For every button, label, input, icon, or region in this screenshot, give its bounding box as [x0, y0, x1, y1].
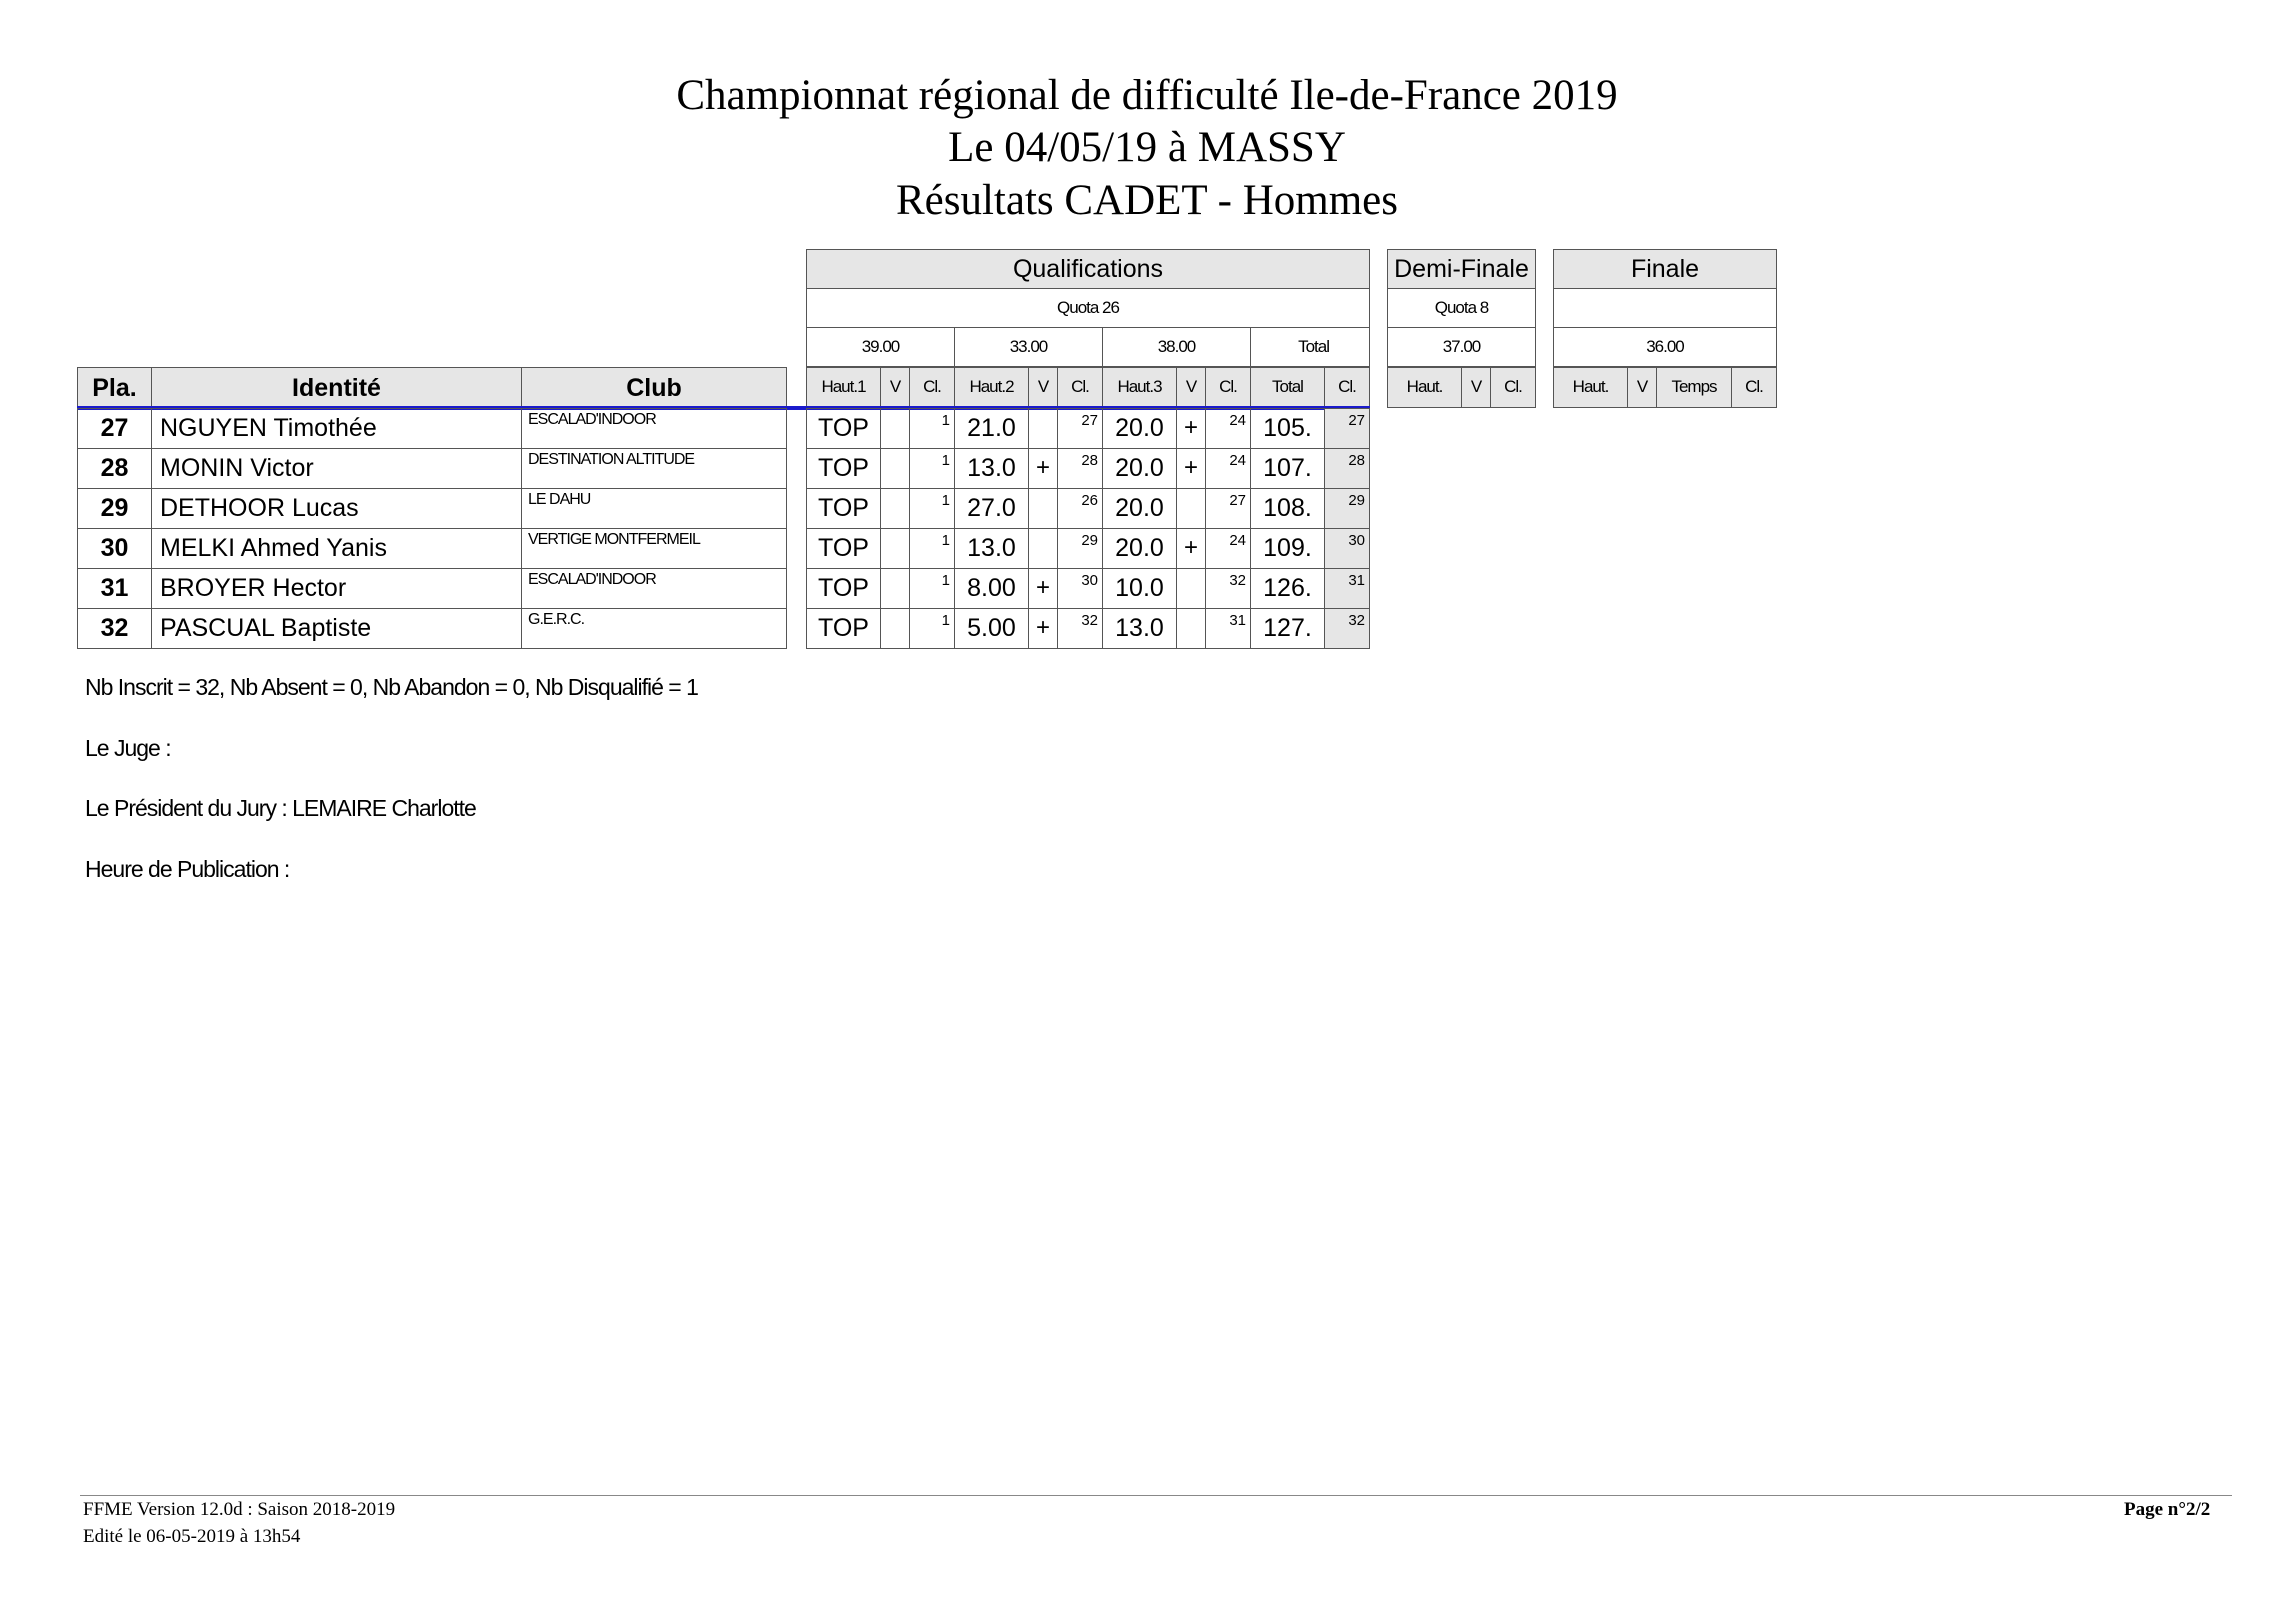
cell-v1	[880, 448, 910, 489]
cell-haut1: TOP	[806, 408, 881, 449]
cell-total: 107.	[1250, 448, 1325, 489]
demi-route-height: 37.00	[1387, 327, 1536, 367]
cell-haut1: TOP	[806, 448, 881, 489]
cell-haut3: 20.0	[1102, 448, 1177, 489]
cell-place: 27	[77, 408, 152, 449]
cell-place: 32	[77, 608, 152, 649]
registration-counts: Nb Inscrit = 32, Nb Absent = 0, Nb Abandon = 0, Nb Disqualifié = 1	[85, 674, 698, 700]
cell-v3	[1176, 488, 1206, 529]
cell-cl3: 24	[1205, 528, 1251, 569]
cell-cl3: 24	[1205, 448, 1251, 489]
cell-cl-total: 31	[1324, 568, 1370, 609]
cell-cl2: 30	[1057, 568, 1103, 609]
finale-route-height: 36.00	[1553, 327, 1777, 367]
col-v3: V	[1176, 367, 1206, 408]
col-cl2: Cl.	[1057, 367, 1103, 408]
col-demi-cl: Cl.	[1490, 367, 1536, 408]
edited-timestamp: Edité le 06-05-2019 à 13h54	[83, 1526, 301, 1547]
cell-v3	[1176, 608, 1206, 649]
demi-finale-header: Demi-Finale	[1387, 249, 1536, 289]
cell-v3: +	[1176, 528, 1206, 569]
page-number: Page n°2/2	[2124, 1499, 2211, 1520]
cell-v2: +	[1028, 568, 1058, 609]
cell-club: ESCALAD'INDOOR	[521, 408, 787, 449]
cell-cl1: 1	[909, 408, 955, 449]
software-version: FFME Version 12.0d : Saison 2018-2019	[83, 1499, 396, 1520]
footer-rule	[80, 1495, 2232, 1496]
col-total: Total	[1250, 367, 1325, 408]
cell-haut3: 20.0	[1102, 408, 1177, 449]
cell-v2: +	[1028, 608, 1058, 649]
cell-haut2: 13.0	[954, 448, 1029, 489]
col-haut1: Haut.1	[806, 367, 881, 408]
col-v2: V	[1028, 367, 1058, 408]
col-club: Club	[521, 367, 787, 408]
cell-club: DESTINATION ALTITUDE	[521, 448, 787, 489]
cell-v1	[880, 528, 910, 569]
cell-cl1: 1	[909, 528, 955, 569]
cell-v3: +	[1176, 448, 1206, 489]
cell-place: 30	[77, 528, 152, 569]
route2-height: 33.00	[954, 327, 1103, 367]
col-demi-v: V	[1461, 367, 1491, 408]
cell-cl3: 24	[1205, 408, 1251, 449]
cell-haut3: 10.0	[1102, 568, 1177, 609]
cell-identity: PASCUAL Baptiste	[151, 608, 522, 649]
qualifications-quota: Quota 26	[806, 288, 1370, 328]
cell-v1	[880, 568, 910, 609]
col-finale-temps: Temps	[1656, 367, 1732, 408]
cell-cl-total: 29	[1324, 488, 1370, 529]
cell-cl3: 27	[1205, 488, 1251, 529]
cell-identity: DETHOOR Lucas	[151, 488, 522, 529]
document-title: Championnat régional de difficulté Ile-de-France 2019	[676, 72, 1618, 119]
cell-haut2: 21.0	[954, 408, 1029, 449]
cell-haut1: TOP	[806, 568, 881, 609]
finale-empty-row	[1553, 288, 1777, 328]
route3-height: 38.00	[1102, 327, 1251, 367]
cell-total: 126.	[1250, 568, 1325, 609]
cell-cl1: 1	[909, 488, 955, 529]
col-haut3: Haut.3	[1102, 367, 1177, 408]
col-finale-v: V	[1627, 367, 1657, 408]
cell-total: 109.	[1250, 528, 1325, 569]
finale-header: Finale	[1553, 249, 1777, 289]
cell-identity: BROYER Hector	[151, 568, 522, 609]
cell-v1	[880, 408, 910, 449]
cell-identity: MELKI Ahmed Yanis	[151, 528, 522, 569]
cell-club: G.E.R.C.	[521, 608, 787, 649]
col-v1: V	[880, 367, 910, 408]
cell-place: 28	[77, 448, 152, 489]
cell-v2	[1028, 528, 1058, 569]
col-finale-haut: Haut.	[1553, 367, 1628, 408]
col-identite: Identité	[151, 367, 522, 408]
demi-finale-quota: Quota 8	[1387, 288, 1536, 328]
total-header-top: Total	[1250, 327, 1370, 367]
publication-time: Heure de Publication :	[85, 856, 290, 882]
cell-cl-total: 28	[1324, 448, 1370, 489]
cell-v3	[1176, 568, 1206, 609]
cell-v2: +	[1028, 448, 1058, 489]
cell-place: 31	[77, 568, 152, 609]
cell-cl2: 32	[1057, 608, 1103, 649]
cell-club: LE DAHU	[521, 488, 787, 529]
cell-cl1: 1	[909, 608, 955, 649]
event-date-place: Le 04/05/19 à MASSY	[948, 124, 1346, 171]
cell-identity: MONIN Victor	[151, 448, 522, 489]
cell-club: VERTIGE MONTFERMEIL	[521, 528, 787, 569]
results-category: Résultats CADET - Hommes	[895, 177, 1399, 224]
jury-president: Le Président du Jury : LEMAIRE Charlotte	[85, 795, 476, 821]
cell-haut2: 13.0	[954, 528, 1029, 569]
cell-haut2: 8.00	[954, 568, 1029, 609]
cell-cl1: 1	[909, 448, 955, 489]
cell-cl2: 26	[1057, 488, 1103, 529]
cell-haut2: 27.0	[954, 488, 1029, 529]
cell-cl2: 29	[1057, 528, 1103, 569]
cell-cl2: 28	[1057, 448, 1103, 489]
cell-cl2: 27	[1057, 408, 1103, 449]
cell-haut1: TOP	[806, 488, 881, 529]
route1-height: 39.00	[806, 327, 955, 367]
cell-haut3: 20.0	[1102, 488, 1177, 529]
cell-haut2: 5.00	[954, 608, 1029, 649]
cell-cl-total: 32	[1324, 608, 1370, 649]
cell-cl1: 1	[909, 568, 955, 609]
cell-v1	[880, 608, 910, 649]
cell-v3: +	[1176, 408, 1206, 449]
judge-label: Le Juge :	[85, 735, 171, 761]
cell-haut1: TOP	[806, 528, 881, 569]
col-haut2: Haut.2	[954, 367, 1029, 408]
cell-identity: NGUYEN Timothée	[151, 408, 522, 449]
col-finale-cl: Cl.	[1731, 367, 1777, 408]
cell-cl-total: 27	[1324, 408, 1370, 449]
qualifications-header: Qualifications	[806, 249, 1370, 289]
cell-total: 105.	[1250, 408, 1325, 449]
col-demi-haut: Haut.	[1387, 367, 1462, 408]
cell-v2	[1028, 408, 1058, 449]
cell-cl-total: 30	[1324, 528, 1370, 569]
cell-total: 108.	[1250, 488, 1325, 529]
cell-haut3: 20.0	[1102, 528, 1177, 569]
cell-club: ESCALAD'INDOOR	[521, 568, 787, 609]
col-pla: Pla.	[77, 367, 152, 408]
cell-cl3: 31	[1205, 608, 1251, 649]
cell-haut3: 13.0	[1102, 608, 1177, 649]
cell-cl3: 32	[1205, 568, 1251, 609]
cell-place: 29	[77, 488, 152, 529]
col-cl1: Cl.	[909, 367, 955, 408]
col-cl-total: Cl.	[1324, 367, 1370, 408]
cell-haut1: TOP	[806, 608, 881, 649]
cell-v1	[880, 488, 910, 529]
col-cl3: Cl.	[1205, 367, 1251, 408]
cell-total: 127.	[1250, 608, 1325, 649]
cell-v2	[1028, 488, 1058, 529]
